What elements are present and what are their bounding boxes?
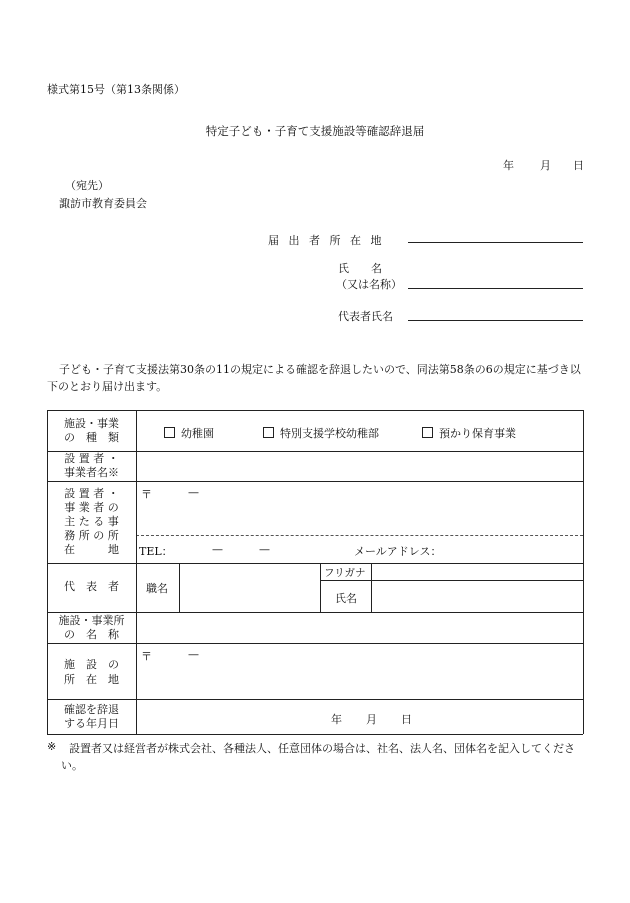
date-month: 月 xyxy=(540,159,551,172)
body-text: 子ども・子育て支援法第30条の11の規定による確認を辞退したいので、同法第58条の6の規定に基づき以下のとおり届け出ます。 xyxy=(47,363,581,393)
furigana-field[interactable] xyxy=(372,564,582,579)
note-mark: ※ xyxy=(47,740,57,753)
option-special-school-kindergarten[interactable]: 特別支援学校幼稚部 xyxy=(263,425,379,441)
row-operator-name-label: 設 置 者 ・ 事業者名※ xyxy=(64,452,119,479)
row-withdrawal-date-label: 確認を辞退 する年月日 xyxy=(64,703,119,730)
office-address-field[interactable] xyxy=(137,500,582,534)
checkbox-icon[interactable] xyxy=(164,427,175,438)
option-extended-childcare[interactable]: 預かり保育事業 xyxy=(422,425,516,441)
note-text: 設置者又は経営者が株式会社、各種法人、任意団体の場合は、社名、法人名、団体名を記入してください。 xyxy=(61,742,575,772)
representative-label: 代表者氏名 xyxy=(338,310,393,323)
representative-field[interactable] xyxy=(408,320,583,321)
addressee-prefix: （宛先） xyxy=(65,179,109,192)
withdrawal-year: 年 xyxy=(331,713,342,726)
person-name-field[interactable] xyxy=(372,581,582,611)
row-facility-name-label: 施設・事業所 の 名 称 xyxy=(58,614,125,641)
email-label: メールアドレス： xyxy=(354,545,442,558)
applicant-name-label: 氏 名 xyxy=(338,262,382,275)
person-name-label: 氏名 xyxy=(335,592,357,605)
applicant-name-field[interactable] xyxy=(408,288,583,289)
row-representative-label: 代 表 者 xyxy=(64,580,119,593)
tel-dash-1: — xyxy=(212,543,223,556)
position-label: 職名 xyxy=(146,582,168,595)
form-number: 様式第15号（第13条関係） xyxy=(47,83,185,96)
facility-name-field[interactable] xyxy=(137,613,582,642)
page-title: 特定子ども・子育て支援施設等確認辞退届 xyxy=(205,124,425,138)
checkbox-icon[interactable] xyxy=(263,427,274,438)
facility-address-field[interactable] xyxy=(137,662,582,698)
postal-mark: 〒 xyxy=(141,488,152,501)
tel-label: TEL： xyxy=(139,545,173,558)
tel-dash-2: — xyxy=(259,543,270,556)
date-day: 日 xyxy=(573,159,584,172)
furigana-label: フリガナ xyxy=(324,567,366,579)
position-field[interactable] xyxy=(180,564,319,611)
withdrawal-day: 日 xyxy=(401,713,412,726)
row-facility-address-label: 施 設 の 所 在 地 xyxy=(64,658,119,686)
row-facility-type-label: 施設・事業 の 種 類 xyxy=(64,417,119,444)
addressee-name: 諏訪市教育委員会 xyxy=(59,197,147,210)
applicant-address-label: 届 出 者 所 在 地 xyxy=(268,234,385,247)
option-kindergarten[interactable]: 幼稚園 xyxy=(164,425,214,441)
applicant-name-label-alt: （又は名称） xyxy=(336,278,402,291)
operator-name-field[interactable] xyxy=(137,452,582,480)
applicant-address-field[interactable] xyxy=(408,242,583,243)
facility-postal-mark: 〒 xyxy=(141,650,152,663)
checkbox-icon[interactable] xyxy=(422,427,433,438)
withdrawal-month: 月 xyxy=(366,713,377,726)
facility-postal-dash: — xyxy=(188,648,199,661)
postal-dash: — xyxy=(188,486,199,499)
date-year: 年 xyxy=(503,159,514,172)
row-operator-office-label: 設 置 者 ・ 事 業 者 の 主 た る 事 務 所 の 所 在 地 xyxy=(64,487,119,556)
